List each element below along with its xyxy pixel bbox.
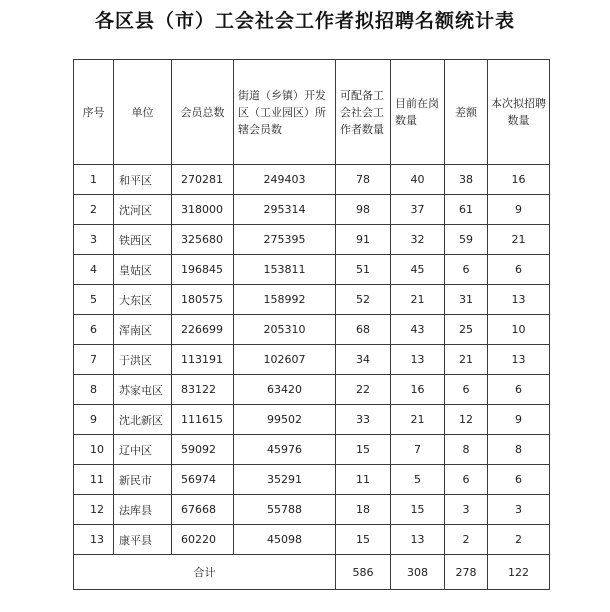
cell-gap: 59	[445, 225, 488, 255]
cell-total-members: 196845	[172, 255, 234, 285]
cell-total-members: 113191	[172, 345, 234, 375]
totals-recruit: 122	[488, 555, 550, 590]
header-gap: 差额	[445, 60, 488, 165]
table-row	[74, 285, 550, 315]
header-current: 目前在岗数量	[391, 60, 445, 165]
cell-total-members: 325680	[172, 225, 234, 255]
cell-allocatable: 15	[336, 435, 391, 465]
cell-current: 16	[391, 375, 445, 405]
totals-label: 合计	[74, 555, 336, 590]
cell-allocatable: 91	[336, 225, 391, 255]
cell-unit: 新民市	[114, 465, 172, 495]
cell-gap: 6	[445, 375, 488, 405]
cell-current: 13	[391, 345, 445, 375]
totals-row	[74, 555, 550, 590]
cell-seq: 12	[74, 495, 114, 525]
cell-seq: 2	[74, 195, 114, 225]
cell-gap: 21	[445, 345, 488, 375]
table-row	[74, 405, 550, 435]
cell-gap: 3	[445, 495, 488, 525]
cell-unit: 康平县	[114, 525, 172, 555]
cell-seq: 5	[74, 285, 114, 315]
cell-allocatable: 78	[336, 165, 391, 195]
cell-gap: 25	[445, 315, 488, 345]
cell-street-members: 275395	[234, 225, 336, 255]
cell-street-members: 63420	[234, 375, 336, 405]
header-row	[74, 60, 550, 165]
cell-current: 7	[391, 435, 445, 465]
cell-current: 32	[391, 225, 445, 255]
cell-total-members: 56974	[172, 465, 234, 495]
cell-allocatable: 34	[336, 345, 391, 375]
cell-street-members: 158992	[234, 285, 336, 315]
cell-allocatable: 33	[336, 405, 391, 435]
cell-allocatable: 51	[336, 255, 391, 285]
header-total-members: 会员总数	[172, 60, 234, 165]
cell-street-members: 35291	[234, 465, 336, 495]
cell-unit: 浑南区	[114, 315, 172, 345]
cell-seq: 8	[74, 375, 114, 405]
cell-current: 45	[391, 255, 445, 285]
table-row	[74, 255, 550, 285]
cell-unit: 沈北新区	[114, 405, 172, 435]
cell-recruit: 6	[488, 255, 550, 285]
cell-seq: 9	[74, 405, 114, 435]
cell-gap: 8	[445, 435, 488, 465]
table-row	[74, 225, 550, 255]
cell-current: 13	[391, 525, 445, 555]
document-title: 各区县（市）工会社会工作者拟招聘名额统计表	[94, 10, 515, 32]
table-row	[74, 525, 550, 555]
header-seq: 序号	[74, 60, 114, 165]
totals-current: 308	[391, 555, 445, 590]
cell-gap: 6	[445, 465, 488, 495]
cell-recruit: 16	[488, 165, 550, 195]
totals-gap: 278	[445, 555, 488, 590]
cell-unit: 皇姑区	[114, 255, 172, 285]
cell-allocatable: 11	[336, 465, 391, 495]
cell-recruit: 21	[488, 225, 550, 255]
cell-street-members: 45098	[234, 525, 336, 555]
cell-allocatable: 52	[336, 285, 391, 315]
table-row	[74, 165, 550, 195]
cell-current: 15	[391, 495, 445, 525]
cell-total-members: 60220	[172, 525, 234, 555]
cell-total-members: 226699	[172, 315, 234, 345]
header-unit: 单位	[114, 60, 172, 165]
cell-unit: 苏家屯区	[114, 375, 172, 405]
cell-seq: 10	[74, 435, 114, 465]
cell-total-members: 270281	[172, 165, 234, 195]
cell-recruit: 13	[488, 345, 550, 375]
cell-street-members: 45976	[234, 435, 336, 465]
cell-total-members: 318000	[172, 195, 234, 225]
cell-total-members: 83122	[172, 375, 234, 405]
cell-total-members: 180575	[172, 285, 234, 315]
cell-recruit: 9	[488, 405, 550, 435]
table-body	[74, 165, 550, 555]
cell-unit: 辽中区	[114, 435, 172, 465]
cell-unit: 法库县	[114, 495, 172, 525]
cell-unit: 于洪区	[114, 345, 172, 375]
cell-seq: 7	[74, 345, 114, 375]
header-street-members: 街道（乡镇）开发区（工业园区）所辖会员数	[234, 60, 336, 165]
cell-gap: 31	[445, 285, 488, 315]
cell-unit: 大东区	[114, 285, 172, 315]
cell-recruit: 10	[488, 315, 550, 345]
cell-seq: 6	[74, 315, 114, 345]
cell-recruit: 6	[488, 375, 550, 405]
cell-seq: 4	[74, 255, 114, 285]
table-row	[74, 435, 550, 465]
table-row	[74, 345, 550, 375]
cell-allocatable: 98	[336, 195, 391, 225]
cell-unit: 铁西区	[114, 225, 172, 255]
cell-recruit: 3	[488, 495, 550, 525]
cell-seq: 1	[74, 165, 114, 195]
recruitment-quota-table	[73, 59, 550, 590]
cell-current: 37	[391, 195, 445, 225]
cell-recruit: 6	[488, 465, 550, 495]
cell-recruit: 2	[488, 525, 550, 555]
header-allocatable: 可配备工会社会工作者数量	[336, 60, 391, 165]
cell-street-members: 295314	[234, 195, 336, 225]
cell-unit: 和平区	[114, 165, 172, 195]
cell-seq: 13	[74, 525, 114, 555]
cell-allocatable: 15	[336, 525, 391, 555]
cell-recruit: 13	[488, 285, 550, 315]
cell-gap: 2	[445, 525, 488, 555]
cell-gap: 12	[445, 405, 488, 435]
cell-allocatable: 68	[336, 315, 391, 345]
cell-street-members: 249403	[234, 165, 336, 195]
table-row	[74, 315, 550, 345]
cell-current: 40	[391, 165, 445, 195]
cell-total-members: 67668	[172, 495, 234, 525]
table-row	[74, 195, 550, 225]
cell-recruit: 9	[488, 195, 550, 225]
cell-total-members: 59092	[172, 435, 234, 465]
cell-recruit: 8	[488, 435, 550, 465]
cell-street-members: 102607	[234, 345, 336, 375]
table-row	[74, 495, 550, 525]
cell-gap: 61	[445, 195, 488, 225]
cell-gap: 6	[445, 255, 488, 285]
cell-current: 5	[391, 465, 445, 495]
table-row	[74, 465, 550, 495]
cell-street-members: 205310	[234, 315, 336, 345]
table-row	[74, 375, 550, 405]
cell-current: 21	[391, 285, 445, 315]
cell-allocatable: 22	[336, 375, 391, 405]
cell-seq: 3	[74, 225, 114, 255]
cell-current: 43	[391, 315, 445, 345]
cell-street-members: 99502	[234, 405, 336, 435]
cell-gap: 38	[445, 165, 488, 195]
totals-allocatable: 586	[336, 555, 391, 590]
header-recruit: 本次拟招聘数量	[488, 60, 550, 165]
cell-allocatable: 18	[336, 495, 391, 525]
cell-street-members: 153811	[234, 255, 336, 285]
cell-current: 21	[391, 405, 445, 435]
cell-total-members: 111615	[172, 405, 234, 435]
cell-street-members: 55788	[234, 495, 336, 525]
cell-unit: 沈河区	[114, 195, 172, 225]
cell-seq: 11	[74, 465, 114, 495]
